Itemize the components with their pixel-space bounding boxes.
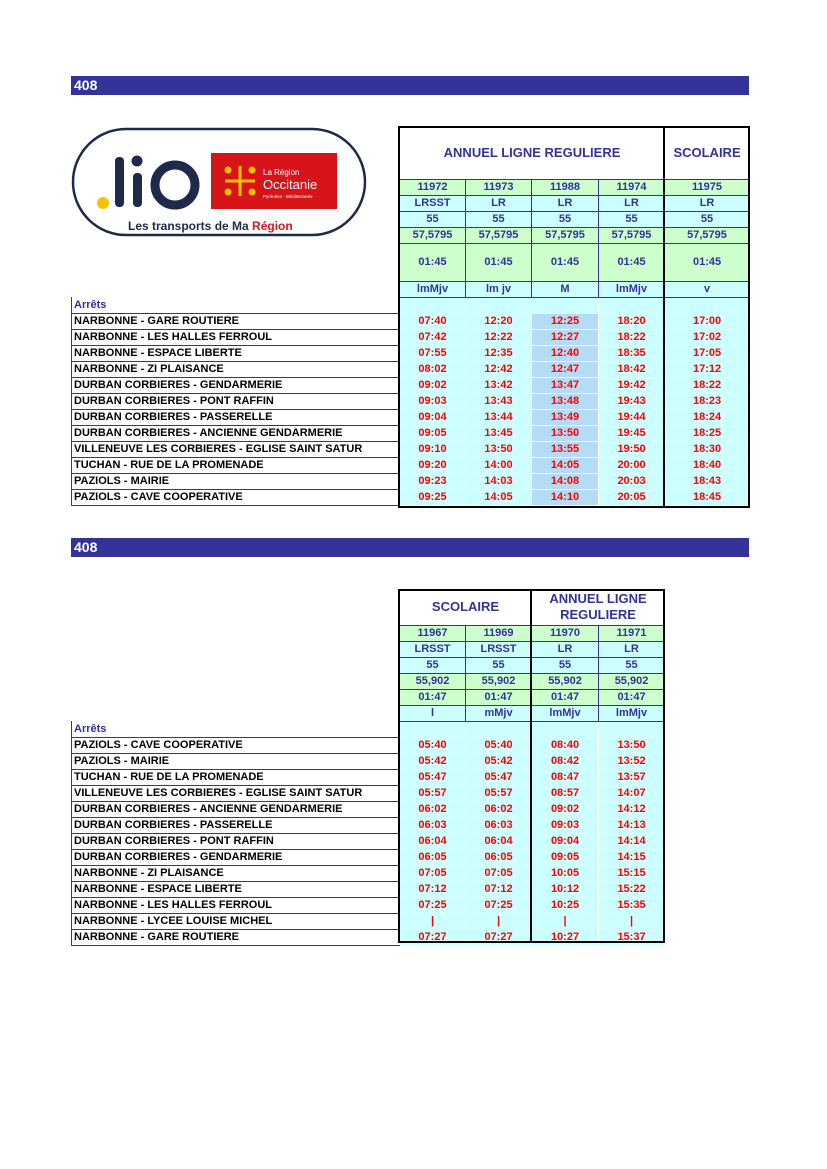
departure-time: 10:27 xyxy=(532,929,599,945)
departure-time: 12:20 xyxy=(466,313,532,329)
service-duration: 01:45 xyxy=(665,243,750,281)
departure-time: 07:05 xyxy=(400,865,466,881)
departure-time: 07:27 xyxy=(466,929,532,945)
departure-time: 07:40 xyxy=(400,313,466,329)
departure-time: 13:52 xyxy=(599,753,665,769)
departure-time: 18:35 xyxy=(599,345,665,361)
service-number: 11974 xyxy=(599,179,665,195)
departure-time: 18:42 xyxy=(599,361,665,377)
departure-time: 07:12 xyxy=(466,881,532,897)
service-type: LR xyxy=(532,195,599,211)
departure-time: 17:05 xyxy=(665,345,750,361)
departure-time: 14:15 xyxy=(599,849,665,865)
departure-time: | xyxy=(532,913,599,929)
service-days: lmMjv xyxy=(599,705,665,721)
timetable-return xyxy=(71,590,665,946)
departure-time: 05:40 xyxy=(466,737,532,753)
departure-time: 18:22 xyxy=(665,377,750,393)
service-number: 11971 xyxy=(599,625,665,641)
line-number-bar-1 xyxy=(71,76,749,95)
stop-name: NARBONNE - GARE ROUTIERE xyxy=(72,313,400,329)
service-number: 11970 xyxy=(532,625,599,641)
stop-name: NARBONNE - ZI PLAISANCE xyxy=(72,361,400,377)
stop-name: TUCHAN - RUE DE LA PROMENADE xyxy=(72,457,400,473)
header-scolaire: SCOLAIRE xyxy=(665,127,750,179)
departure-time: 09:25 xyxy=(400,489,466,505)
service-distance: 57,5795 xyxy=(400,227,466,243)
departure-time: 14:05 xyxy=(466,489,532,505)
table-row xyxy=(72,737,665,753)
departure-time: | xyxy=(599,913,665,929)
departure-time: 17:02 xyxy=(665,329,750,345)
service-type: LRSST xyxy=(400,195,466,211)
table-row xyxy=(72,473,750,489)
table-row xyxy=(72,361,750,377)
timetable-outbound xyxy=(71,127,750,506)
service-number: 11967 xyxy=(400,625,466,641)
departure-time: 18:25 xyxy=(665,425,750,441)
stop-name: DURBAN CORBIERES - GENDARMERIE xyxy=(72,849,400,865)
service-days: lmMjv xyxy=(599,281,665,297)
table-row xyxy=(72,441,750,457)
departure-time: 20:05 xyxy=(599,489,665,505)
table-row xyxy=(72,753,665,769)
stop-name: NARBONNE - LES HALLES FERROUL xyxy=(72,897,400,913)
departure-time: 19:50 xyxy=(599,441,665,457)
departure-time: 07:55 xyxy=(400,345,466,361)
service-duration: 01:47 xyxy=(400,689,466,705)
region-big-label: Occitanie xyxy=(263,177,318,192)
departure-time: 10:25 xyxy=(532,897,599,913)
service-duration: 01:45 xyxy=(466,243,532,281)
departure-time: 09:03 xyxy=(400,393,466,409)
table-row xyxy=(72,457,750,473)
stop-name: PAZIOLS - CAVE COOPERATIVE xyxy=(72,737,400,753)
departure-time: 13:49 xyxy=(532,409,599,425)
departure-time: 18:24 xyxy=(665,409,750,425)
departure-time: | xyxy=(466,913,532,929)
departure-time: 12:35 xyxy=(466,345,532,361)
departure-time: 07:25 xyxy=(466,897,532,913)
service-type: LRSST xyxy=(400,641,466,657)
arrets-header: Arrêts xyxy=(72,721,400,737)
departure-time: 13:55 xyxy=(532,441,599,457)
departure-time: 06:04 xyxy=(400,833,466,849)
departure-time: 09:20 xyxy=(400,457,466,473)
service-number: 11973 xyxy=(466,179,532,195)
service-days: l xyxy=(400,705,466,721)
stop-name: DURBAN CORBIERES - PONT RAFFIN xyxy=(72,393,400,409)
service-number: 11988 xyxy=(532,179,599,195)
departure-time: 18:22 xyxy=(599,329,665,345)
service-type: LR xyxy=(466,195,532,211)
departure-time: 14:14 xyxy=(599,833,665,849)
table-row xyxy=(72,849,665,865)
stop-name: DURBAN CORBIERES - PASSERELLE xyxy=(72,409,400,425)
departure-time: 19:45 xyxy=(599,425,665,441)
departure-time: 09:23 xyxy=(400,473,466,489)
departure-time: 06:02 xyxy=(466,801,532,817)
departure-time: 15:35 xyxy=(599,897,665,913)
service-days: M xyxy=(532,281,599,297)
departure-time: 13:42 xyxy=(466,377,532,393)
departure-time: 13:50 xyxy=(466,441,532,457)
table-row xyxy=(72,913,665,929)
service-days: mMjv xyxy=(466,705,532,721)
departure-time: 13:43 xyxy=(466,393,532,409)
service-distance: 55,902 xyxy=(532,673,599,689)
service-distance: 57,5795 xyxy=(532,227,599,243)
service-duration: 01:47 xyxy=(466,689,532,705)
departure-time: 14:00 xyxy=(466,457,532,473)
stop-name: DURBAN CORBIERES - PASSERELLE xyxy=(72,817,400,833)
table-row xyxy=(72,785,665,801)
service-duration: 01:45 xyxy=(599,243,665,281)
departure-time: 06:03 xyxy=(400,817,466,833)
departure-time: 09:05 xyxy=(400,425,466,441)
departure-time: 06:04 xyxy=(466,833,532,849)
departure-time: 13:57 xyxy=(599,769,665,785)
service-code: 55 xyxy=(532,211,599,227)
stop-name: NARBONNE - ESPACE LIBERTE xyxy=(72,345,400,361)
table-row xyxy=(72,489,750,505)
service-code: 55 xyxy=(466,211,532,227)
service-code: 55 xyxy=(400,657,466,673)
departure-time: 14:12 xyxy=(599,801,665,817)
service-type: LR xyxy=(665,195,750,211)
departure-time: 19:43 xyxy=(599,393,665,409)
departure-time: 06:05 xyxy=(466,849,532,865)
departure-time: 05:42 xyxy=(400,753,466,769)
service-code: 55 xyxy=(665,211,750,227)
table-row xyxy=(72,817,665,833)
table-row xyxy=(72,865,665,881)
table-row xyxy=(72,833,665,849)
departure-time: 07:27 xyxy=(400,929,466,945)
departure-time: 07:25 xyxy=(400,897,466,913)
departure-time: 18:40 xyxy=(665,457,750,473)
timetable-outbound-rows xyxy=(72,313,750,505)
table-row xyxy=(72,929,665,945)
departure-time: 10:12 xyxy=(532,881,599,897)
departure-time: 09:03 xyxy=(532,817,599,833)
table-row xyxy=(72,769,665,785)
service-type: LR xyxy=(599,195,665,211)
table-row xyxy=(72,329,750,345)
departure-time: 05:40 xyxy=(400,737,466,753)
departure-time: 12:27 xyxy=(532,329,599,345)
departure-time: 19:42 xyxy=(599,377,665,393)
departure-time: 09:04 xyxy=(400,409,466,425)
stop-name: DURBAN CORBIERES - ANCIENNE GENDARMERIE xyxy=(72,425,400,441)
departure-time: 12:22 xyxy=(466,329,532,345)
departure-time: 09:02 xyxy=(400,377,466,393)
departure-time: 14:08 xyxy=(532,473,599,489)
departure-time: 12:25 xyxy=(532,313,599,329)
departure-time: 05:57 xyxy=(400,785,466,801)
header-annuel-ligne-reguliere: ANNUEL LIGNE REGULIERE xyxy=(532,590,665,625)
service-distance: 57,5795 xyxy=(599,227,665,243)
departure-time: 07:05 xyxy=(466,865,532,881)
stop-name: NARBONNE - ZI PLAISANCE xyxy=(72,865,400,881)
service-number: 11975 xyxy=(665,179,750,195)
departure-time: 08:42 xyxy=(532,753,599,769)
service-distance: 57,5795 xyxy=(665,227,750,243)
table-row xyxy=(72,897,665,913)
departure-time: 12:47 xyxy=(532,361,599,377)
service-duration: 01:45 xyxy=(532,243,599,281)
line-number: 408 xyxy=(74,77,98,93)
departure-time: 14:07 xyxy=(599,785,665,801)
departure-time: 10:05 xyxy=(532,865,599,881)
stop-name: DURBAN CORBIERES - PONT RAFFIN xyxy=(72,833,400,849)
departure-time: 07:12 xyxy=(400,881,466,897)
stop-name: VILLENEUVE LES CORBIERES - EGLISE SAINT SATUR xyxy=(72,785,400,801)
table-row xyxy=(72,313,750,329)
arrets-header: Arrêts xyxy=(72,297,400,313)
departure-time: 05:47 xyxy=(466,769,532,785)
service-days: lmMjv xyxy=(532,705,599,721)
departure-time: 13:44 xyxy=(466,409,532,425)
departure-time: 13:45 xyxy=(466,425,532,441)
header-scolaire: SCOLAIRE xyxy=(400,590,532,625)
departure-time: 08:57 xyxy=(532,785,599,801)
departure-time: | xyxy=(400,913,466,929)
service-code: 55 xyxy=(400,211,466,227)
departure-time: 06:03 xyxy=(466,817,532,833)
line-number: 408 xyxy=(74,539,98,555)
departure-time: 08:47 xyxy=(532,769,599,785)
stop-name: VILLENEUVE LES CORBIERES - EGLISE SAINT SATUR xyxy=(72,441,400,457)
departure-time: 06:02 xyxy=(400,801,466,817)
stop-name: TUCHAN - RUE DE LA PROMENADE xyxy=(72,769,400,785)
departure-time: 13:48 xyxy=(532,393,599,409)
service-distance: 57,5795 xyxy=(466,227,532,243)
departure-time: 18:43 xyxy=(665,473,750,489)
departure-time: 20:03 xyxy=(599,473,665,489)
departure-time: 05:57 xyxy=(466,785,532,801)
stop-name: PAZIOLS - MAIRIE xyxy=(72,753,400,769)
departure-time: 18:45 xyxy=(665,489,750,505)
departure-time: 08:02 xyxy=(400,361,466,377)
departure-time: 18:30 xyxy=(665,441,750,457)
departure-time: 09:05 xyxy=(532,849,599,865)
stop-name: NARBONNE - ESPACE LIBERTE xyxy=(72,881,400,897)
stop-name: PAZIOLS - MAIRIE xyxy=(72,473,400,489)
departure-time: 15:15 xyxy=(599,865,665,881)
departure-time: 08:40 xyxy=(532,737,599,753)
service-days: lm jv xyxy=(466,281,532,297)
table-row xyxy=(72,377,750,393)
service-duration: 01:47 xyxy=(532,689,599,705)
region-sub-label: Pyrénées · Méditerranée xyxy=(263,194,313,199)
stop-name: NARBONNE - LYCEE LOUISE MICHEL xyxy=(72,913,400,929)
service-distance: 55,902 xyxy=(466,673,532,689)
service-number: 11969 xyxy=(466,625,532,641)
stop-name: PAZIOLS - CAVE COOPERATIVE xyxy=(72,489,400,505)
table-row xyxy=(72,425,750,441)
departure-time: 05:42 xyxy=(466,753,532,769)
table-row xyxy=(72,881,665,897)
departure-time: 19:44 xyxy=(599,409,665,425)
table-row xyxy=(72,409,750,425)
service-code: 55 xyxy=(466,657,532,673)
departure-time: 12:42 xyxy=(466,361,532,377)
departure-time: 17:00 xyxy=(665,313,750,329)
departure-time: 13:47 xyxy=(532,377,599,393)
departure-time: 13:50 xyxy=(532,425,599,441)
departure-time: 05:47 xyxy=(400,769,466,785)
service-days: lmMjv xyxy=(400,281,466,297)
departure-time: 18:20 xyxy=(599,313,665,329)
departure-time: 12:40 xyxy=(532,345,599,361)
service-code: 55 xyxy=(599,211,665,227)
departure-time: 14:05 xyxy=(532,457,599,473)
departure-time: 14:03 xyxy=(466,473,532,489)
line-number-bar-2 xyxy=(71,538,749,557)
departure-time: 09:02 xyxy=(532,801,599,817)
departure-time: 06:05 xyxy=(400,849,466,865)
logo-tagline: Les transports de Ma Région xyxy=(128,219,293,233)
service-code: 55 xyxy=(532,657,599,673)
departure-time: 09:10 xyxy=(400,441,466,457)
service-type: LRSST xyxy=(466,641,532,657)
service-days: v xyxy=(665,281,750,297)
table-row xyxy=(72,393,750,409)
departure-time: 15:22 xyxy=(599,881,665,897)
departure-time: 14:10 xyxy=(532,489,599,505)
service-number: 11972 xyxy=(400,179,466,195)
departure-time: 07:42 xyxy=(400,329,466,345)
stop-name: DURBAN CORBIERES - ANCIENNE GENDARMERIE xyxy=(72,801,400,817)
departure-time: 13:50 xyxy=(599,737,665,753)
timetable-return-rows xyxy=(72,737,665,945)
stop-name: NARBONNE - GARE ROUTIERE xyxy=(72,929,400,945)
table-row xyxy=(72,345,750,361)
departure-time: 09:04 xyxy=(532,833,599,849)
service-distance: 55,902 xyxy=(599,673,665,689)
table-row xyxy=(72,801,665,817)
departure-time: 15:37 xyxy=(599,929,665,945)
service-duration: 01:47 xyxy=(599,689,665,705)
departure-time: 17:12 xyxy=(665,361,750,377)
region-small-label: La Région xyxy=(263,168,300,177)
service-duration: 01:45 xyxy=(400,243,466,281)
service-type: LR xyxy=(599,641,665,657)
service-type: LR xyxy=(532,641,599,657)
departure-time: 18:23 xyxy=(665,393,750,409)
stop-name: DURBAN CORBIERES - GENDARMERIE xyxy=(72,377,400,393)
departure-time: 20:00 xyxy=(599,457,665,473)
departure-time: 14:13 xyxy=(599,817,665,833)
stop-name: NARBONNE - LES HALLES FERROUL xyxy=(72,329,400,345)
service-distance: 55,902 xyxy=(400,673,466,689)
header-annuel-ligne-reguliere: ANNUEL LIGNE REGULIERE xyxy=(400,127,665,179)
service-code: 55 xyxy=(599,657,665,673)
